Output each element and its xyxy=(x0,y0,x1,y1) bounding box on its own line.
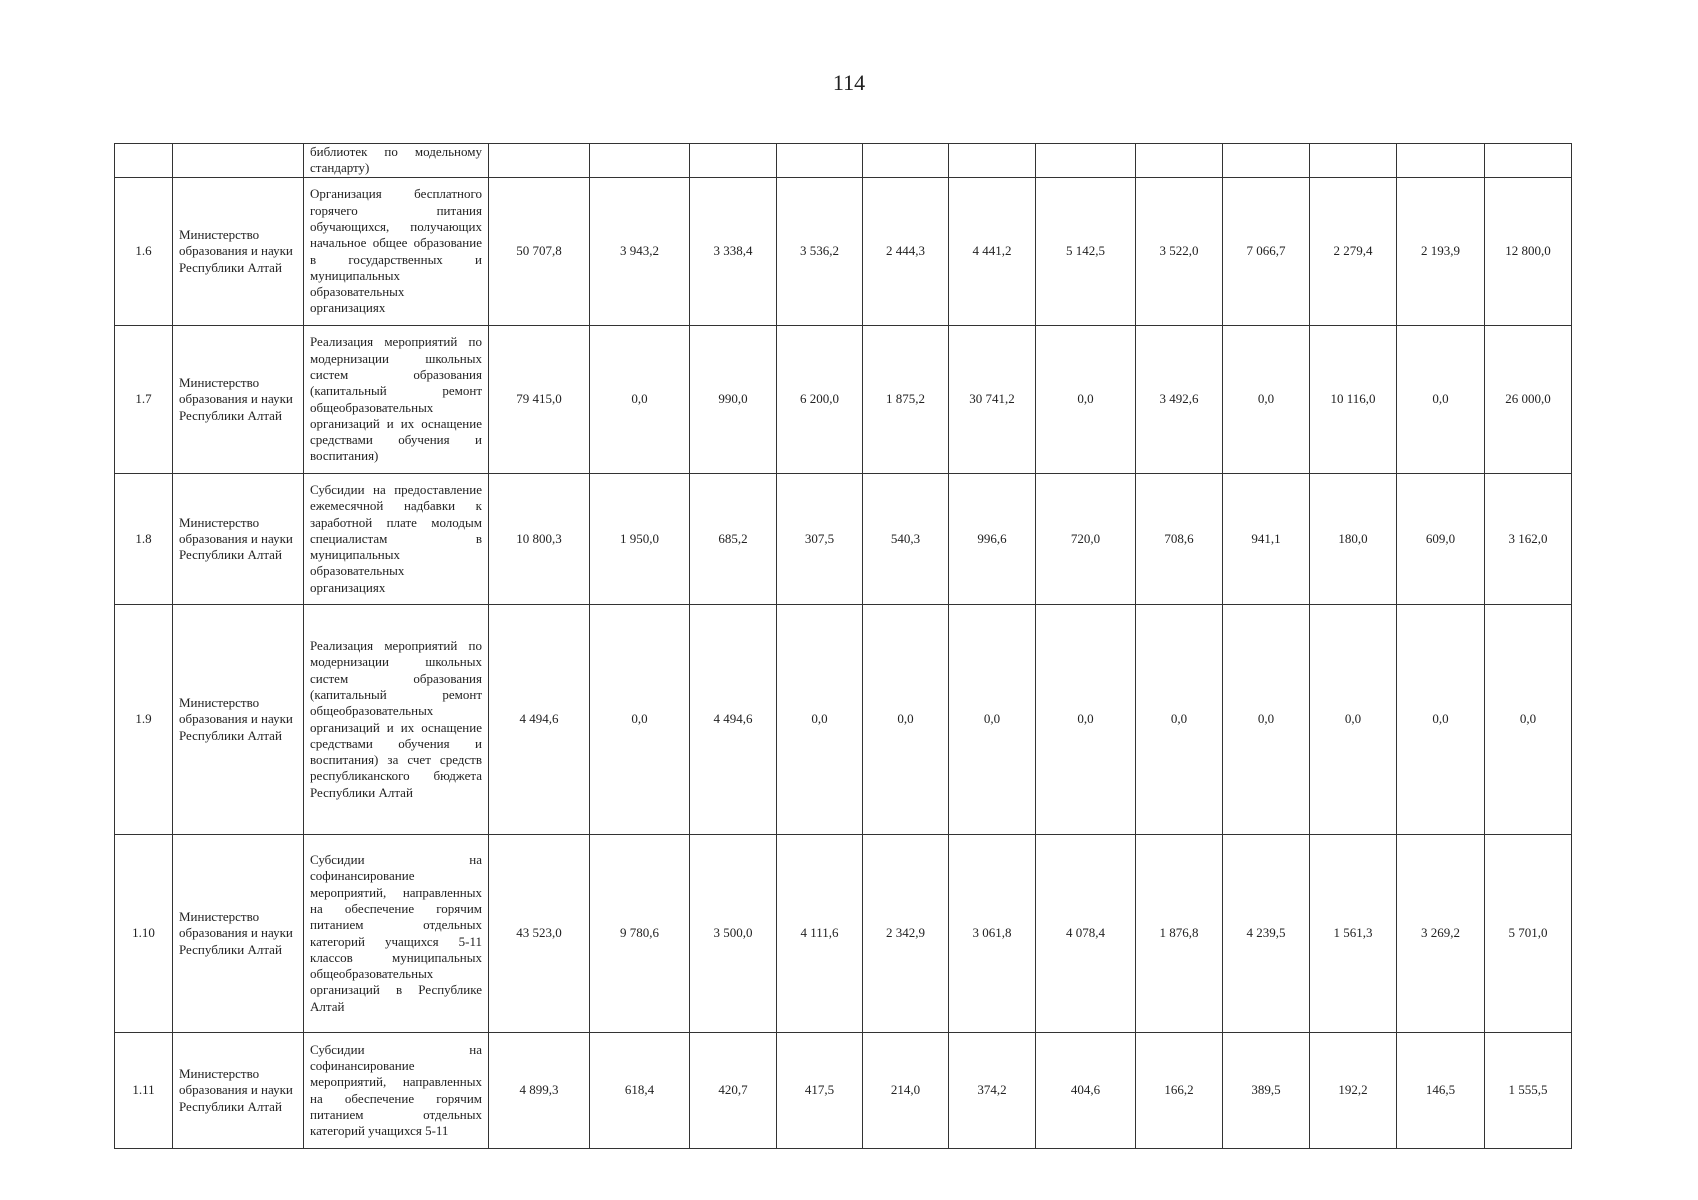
executor-cell: Министерство образования и науки Республики Алтай xyxy=(173,326,304,474)
value-cell xyxy=(690,144,777,178)
value-cell: 540,3 xyxy=(863,474,949,605)
value-cell: 50 707,8 xyxy=(489,178,590,326)
executor-cell: Министерство образования и науки Республики Алтай xyxy=(173,1033,304,1149)
value-cell xyxy=(1036,144,1136,178)
value-cell: 0,0 xyxy=(1223,605,1310,835)
value-cell: 3 162,0 xyxy=(1485,474,1572,605)
value-cell: 4 441,2 xyxy=(949,178,1036,326)
value-cell: 0,0 xyxy=(1397,326,1485,474)
description-cell: Реализация мероприятий по модернизации школьных систем образования (капитальный ремонт общеобразовательных организаций и их оснащение средствами обучения и воспитания) за счет средств республиканского бюджета Республики Алтай xyxy=(304,605,489,835)
row-number-cell: 1.11 xyxy=(115,1033,173,1149)
value-cell: 618,4 xyxy=(590,1033,690,1149)
value-cell: 990,0 xyxy=(690,326,777,474)
description-cell: Субсидии на софинансирование мероприятий, направленных на обеспечение горячим питанием отдельных категорий учащихся 5-11 классов муниципальных общеобразовательных организаций в Республике Алтай xyxy=(304,835,489,1033)
value-cell: 30 741,2 xyxy=(949,326,1036,474)
value-cell: 4 078,4 xyxy=(1036,835,1136,1033)
table-row xyxy=(115,1033,1572,1149)
value-cell: 2 193,9 xyxy=(1397,178,1485,326)
table-row xyxy=(115,474,1572,605)
value-cell: 609,0 xyxy=(1397,474,1485,605)
description-cell: Субсидии на предоставление ежемесячной надбавки к заработной плате молодым специалистам в муниципальных образовательных организациях xyxy=(304,474,489,605)
value-cell: 720,0 xyxy=(1036,474,1136,605)
value-cell: 43 523,0 xyxy=(489,835,590,1033)
value-cell: 3 522,0 xyxy=(1136,178,1223,326)
value-cell: 3 943,2 xyxy=(590,178,690,326)
value-cell: 685,2 xyxy=(690,474,777,605)
value-cell xyxy=(489,144,590,178)
row-number-cell: 1.6 xyxy=(115,178,173,326)
value-cell: 0,0 xyxy=(949,605,1036,835)
value-cell: 374,2 xyxy=(949,1033,1036,1149)
description-cell: Субсидии на софинансирование мероприятий, направленных на обеспечение горячим питанием отдельных категорий учащихся 5-11 xyxy=(304,1033,489,1149)
value-cell: 10 116,0 xyxy=(1310,326,1397,474)
value-cell: 166,2 xyxy=(1136,1033,1223,1149)
value-cell: 3 338,4 xyxy=(690,178,777,326)
value-cell: 7 066,7 xyxy=(1223,178,1310,326)
value-cell: 5 142,5 xyxy=(1036,178,1136,326)
value-cell: 1 875,2 xyxy=(863,326,949,474)
value-cell: 0,0 xyxy=(863,605,949,835)
executor-cell xyxy=(173,144,304,178)
value-cell: 0,0 xyxy=(1223,326,1310,474)
value-cell: 4 494,6 xyxy=(690,605,777,835)
value-cell: 3 536,2 xyxy=(777,178,863,326)
value-cell: 6 200,0 xyxy=(777,326,863,474)
value-cell: 1 876,8 xyxy=(1136,835,1223,1033)
value-cell: 4 239,5 xyxy=(1223,835,1310,1033)
row-number-cell: 1.7 xyxy=(115,326,173,474)
value-cell xyxy=(949,144,1036,178)
table-row xyxy=(115,835,1572,1033)
value-cell: 389,5 xyxy=(1223,1033,1310,1149)
value-cell: 0,0 xyxy=(1310,605,1397,835)
value-cell: 2 444,3 xyxy=(863,178,949,326)
table-row xyxy=(115,178,1572,326)
value-cell: 3 269,2 xyxy=(1397,835,1485,1033)
value-cell: 3 061,8 xyxy=(949,835,1036,1033)
value-cell: 0,0 xyxy=(590,326,690,474)
table-row xyxy=(115,326,1572,474)
value-cell: 0,0 xyxy=(1036,326,1136,474)
value-cell: 1 555,5 xyxy=(1485,1033,1572,1149)
value-cell xyxy=(863,144,949,178)
executor-cell: Министерство образования и науки Республики Алтай xyxy=(173,605,304,835)
value-cell xyxy=(590,144,690,178)
value-cell: 3 500,0 xyxy=(690,835,777,1033)
value-cell: 10 800,3 xyxy=(489,474,590,605)
value-cell: 0,0 xyxy=(590,605,690,835)
value-cell: 2 342,9 xyxy=(863,835,949,1033)
value-cell: 404,6 xyxy=(1036,1033,1136,1149)
value-cell: 146,5 xyxy=(1397,1033,1485,1149)
value-cell: 214,0 xyxy=(863,1033,949,1149)
value-cell xyxy=(1136,144,1223,178)
executor-cell: Министерство образования и науки Республики Алтай xyxy=(173,474,304,605)
row-number-cell xyxy=(115,144,173,178)
value-cell: 996,6 xyxy=(949,474,1036,605)
row-number-cell: 1.9 xyxy=(115,605,173,835)
value-cell: 420,7 xyxy=(690,1033,777,1149)
value-cell: 3 492,6 xyxy=(1136,326,1223,474)
value-cell: 941,1 xyxy=(1223,474,1310,605)
value-cell: 0,0 xyxy=(1397,605,1485,835)
value-cell: 5 701,0 xyxy=(1485,835,1572,1033)
description-cell: Реализация мероприятий по модернизации школьных систем образования (капитальный ремонт общеобразовательных организаций и их оснащение средствами обучения и воспитания) xyxy=(304,326,489,474)
table-row xyxy=(115,144,1572,178)
row-number-cell: 1.8 xyxy=(115,474,173,605)
value-cell: 192,2 xyxy=(1310,1033,1397,1149)
value-cell: 417,5 xyxy=(777,1033,863,1149)
value-cell: 2 279,4 xyxy=(1310,178,1397,326)
budget-table xyxy=(114,143,1572,1149)
value-cell: 4 111,6 xyxy=(777,835,863,1033)
value-cell: 1 561,3 xyxy=(1310,835,1397,1033)
value-cell: 0,0 xyxy=(1036,605,1136,835)
value-cell: 12 800,0 xyxy=(1485,178,1572,326)
executor-cell: Министерство образования и науки Республики Алтай xyxy=(173,835,304,1033)
value-cell: 4 899,3 xyxy=(489,1033,590,1149)
value-cell: 0,0 xyxy=(1136,605,1223,835)
executor-cell: Министерство образования и науки Республики Алтай xyxy=(173,178,304,326)
value-cell: 708,6 xyxy=(1136,474,1223,605)
value-cell xyxy=(1397,144,1485,178)
row-number-cell: 1.10 xyxy=(115,835,173,1033)
value-cell: 0,0 xyxy=(777,605,863,835)
value-cell: 26 000,0 xyxy=(1485,326,1572,474)
value-cell xyxy=(1223,144,1310,178)
value-cell: 1 950,0 xyxy=(590,474,690,605)
value-cell: 180,0 xyxy=(1310,474,1397,605)
description-cell: Организация бесплатного горячего питания обучающихся, получающих начальное общее образование в государственных и муниципальных образовательных организациях xyxy=(304,178,489,326)
value-cell: 4 494,6 xyxy=(489,605,590,835)
description-cell: библиотек по модельному стандарту) xyxy=(304,144,489,178)
value-cell: 0,0 xyxy=(1485,605,1572,835)
value-cell xyxy=(777,144,863,178)
page-number: 114 xyxy=(832,70,866,95)
value-cell: 79 415,0 xyxy=(489,326,590,474)
value-cell xyxy=(1310,144,1397,178)
value-cell xyxy=(1485,144,1572,178)
value-cell: 9 780,6 xyxy=(590,835,690,1033)
value-cell: 307,5 xyxy=(777,474,863,605)
table-row xyxy=(115,605,1572,835)
